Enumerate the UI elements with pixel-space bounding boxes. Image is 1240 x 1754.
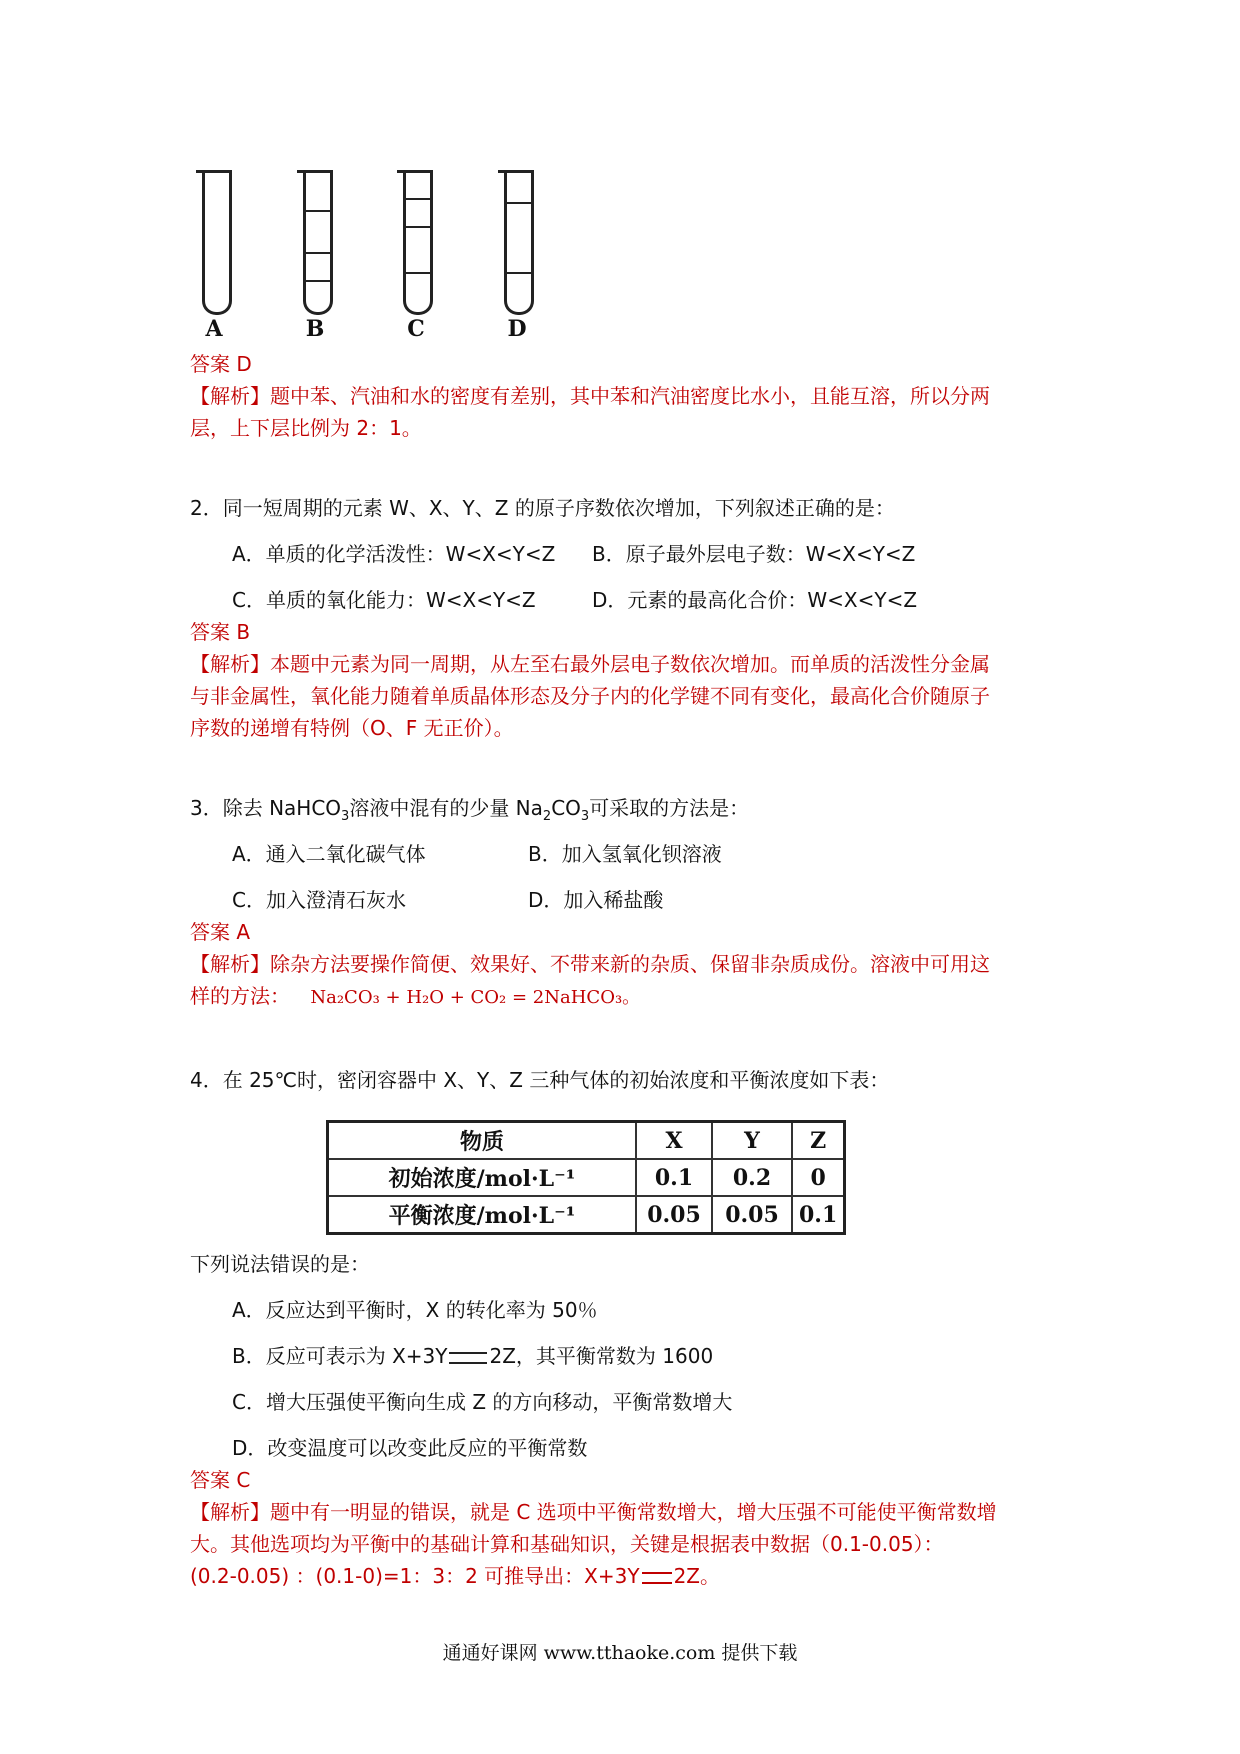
q4-answer: 答案 C [190, 1468, 251, 1492]
tube-label-d: D [507, 316, 527, 342]
q3-option-c: C．加入澄清石灰水 [232, 888, 406, 912]
q4-analysis-line3: (0.2-0.05) ：(0.1-0)=1：3：2 可推导出：X+3Y 2Z。 [190, 1564, 720, 1588]
q3-analysis-line2: 样的方法： Na₂CO₃ + H₂O + CO₂ = 2NaHCO₃。 [190, 984, 641, 1008]
tube-label-c: C [407, 316, 425, 342]
q4-option-b: B．反应可表示为 X+3Y 2Z，其平衡常数为 1600 [232, 1344, 714, 1368]
table-cell: 0.2 [712, 1159, 792, 1196]
q3-option-d: D．加入稀盐酸 [528, 888, 664, 912]
q2-stem: 2．同一短周期的元素 W、X、Y、Z 的原子序数依次增加，下列叙述正确的是： [190, 496, 895, 520]
q4-analysis-line1: 【解析】题中有一明显的错误，就是 C 选项中平衡常数增大，增大压强不可能使平衡常数增 [190, 1500, 997, 1524]
q4-analysis-line2: 大。其他选项均为平衡中的基础计算和基础知识，关键是根据表中数据（0.1-0.05）： [190, 1532, 944, 1556]
test-tube-b [303, 170, 333, 315]
q4-option-c: C．增大压强使平衡向生成 Z 的方向移动，平衡常数增大 [232, 1390, 733, 1414]
q1-analysis-line1: 【解析】题中苯、汽油和水的密度有差别，其中苯和汽油密度比水小，且能互溶，所以分两 [190, 384, 990, 408]
table-row [328, 1196, 845, 1234]
q3-option-b: B．加入氢氧化钡溶液 [528, 842, 722, 866]
equilibrium-arrow-icon [449, 1352, 487, 1364]
test-tube-a [202, 170, 232, 315]
q2-option-d: D．元素的最高化合价：W<X<Y<Z [592, 588, 918, 612]
q1-answer: 答案 D [190, 352, 252, 376]
table-header-cell: X [636, 1122, 712, 1160]
q2-option-c: C．单质的氧化能力：W<X<Y<Z [232, 588, 536, 612]
q3-option-a: A．通入二氧化碳气体 [232, 842, 426, 866]
equilibrium-arrow-icon [642, 1572, 672, 1584]
table-header-cell: Z [792, 1122, 845, 1160]
q3-analysis-line1: 【解析】除杂方法要操作简便、效果好、不带来新的杂质、保留非杂质成份。溶液中可用这 [190, 952, 990, 976]
q3-answer: 答案 A [190, 920, 251, 944]
table-cell: 初始浓度/mol·L⁻¹ [328, 1159, 637, 1196]
table-row [328, 1122, 845, 1160]
table-cell: 0.05 [712, 1196, 792, 1234]
q3-equation: Na₂CO₃ + H₂O + CO₂ = 2NaHCO₃。 [310, 987, 641, 1008]
q2-answer: 答案 B [190, 620, 251, 644]
test-tube-c [403, 170, 433, 315]
q2-analysis-line1: 【解析】本题中元素为同一周期，从左至右最外层电子数依次增加。而单质的活泼性分金属 [190, 652, 990, 676]
table-cell: 0.1 [792, 1196, 845, 1234]
table-cell: 平衡浓度/mol·L⁻¹ [328, 1196, 637, 1234]
q1-analysis-line2: 层，上下层比例为 2：1。 [190, 416, 422, 440]
q3-stem: 3．除去 NaHCO$_3$溶液中混有的少量 $Na_2CO_3$可采取的方法是： [190, 796, 750, 824]
table-cell: 0.05 [636, 1196, 712, 1234]
table-header-cell: Y [712, 1122, 792, 1160]
table-cell: 0.1 [636, 1159, 712, 1196]
test-tube-d [504, 170, 534, 315]
q2-analysis-line2: 与非金属性，氧化能力随着单质晶体形态及分子内的化学键不同有变化，最高化合价随原子 [190, 684, 990, 708]
q2-analysis-line3: 序数的递增有特例（O、F 无正价）。 [190, 716, 514, 740]
q4-option-a: A．反应达到平衡时，X 的转化率为 50％ [232, 1298, 598, 1322]
concentration-table [326, 1120, 846, 1235]
table-row [328, 1159, 845, 1196]
tube-label-a: A [205, 316, 223, 342]
table-cell: 0 [792, 1159, 845, 1196]
page-footer: 通通好课网 www.tthaoke.com 提供下载 [442, 1642, 798, 1664]
q4-stem: 4．在 25℃时，密闭容器中 X、Y、Z 三种气体的初始浓度和平衡浓度如下表： [190, 1068, 890, 1092]
tube-label-b: B [305, 316, 325, 342]
q2-option-b: B．原子最外层电子数：W<X<Y<Z [592, 542, 916, 566]
q2-option-a: A．单质的化学活泼性：W<X<Y<Z [232, 542, 556, 566]
q4-prompt: 下列说法错误的是： [190, 1252, 370, 1276]
q4-option-d: D．改变温度可以改变此反应的平衡常数 [232, 1436, 588, 1460]
table-header-cell: 物质 [328, 1122, 637, 1160]
